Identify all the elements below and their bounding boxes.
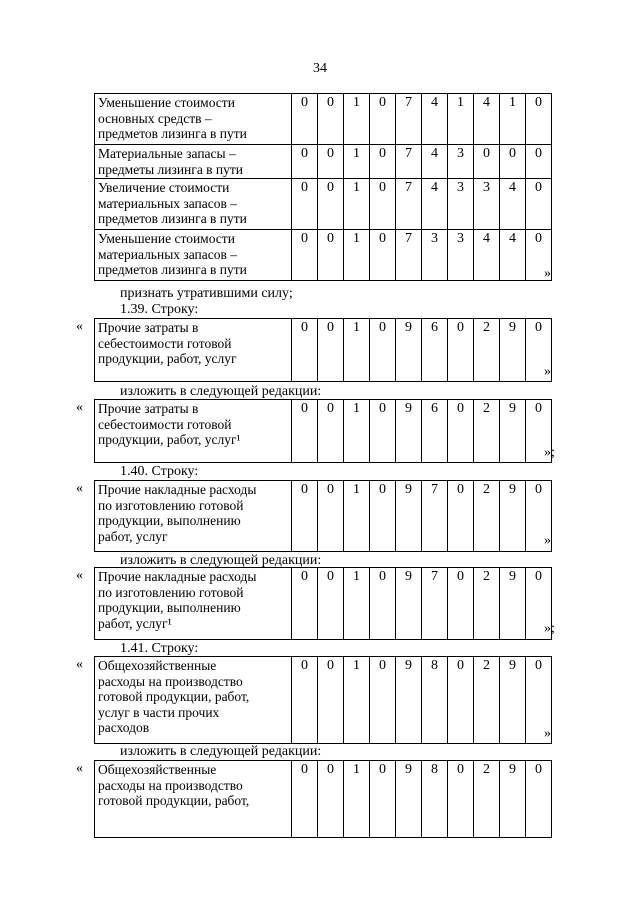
accounts-table (94, 318, 552, 382)
paragraph-line: изложить в следующей редакции: (120, 384, 322, 399)
accounts-table (94, 760, 552, 838)
code-digit: 6 (422, 400, 448, 463)
account-name (95, 230, 292, 281)
paragraph-line: признать утратившими силу; (120, 286, 293, 301)
code-digit: 0 (370, 400, 396, 463)
closing-quote: » (544, 266, 551, 281)
code-digit: 0 (526, 145, 552, 179)
paragraph-line: 1.39. Строку: (120, 302, 199, 317)
code-digit: 1 (344, 657, 370, 744)
paragraph-line: изложить в следующей редакции: (120, 744, 322, 759)
code-digit: 4 (500, 230, 526, 281)
code-digit: 1 (344, 145, 370, 179)
account-name-line: предметы лизинга в пути (98, 161, 244, 177)
code-digit: 0 (292, 657, 318, 744)
code-digit: 3 (448, 145, 474, 179)
account-name-line: предметов лизинга в пути (98, 211, 247, 226)
code-digit: 3 (448, 179, 474, 230)
account-name-line: себестоимости готовой (98, 335, 232, 351)
account-name-line: готовой продукции, работ, (98, 793, 250, 808)
code-digit: 0 (370, 94, 396, 145)
code-digit: 9 (500, 400, 526, 463)
code-digit: 0 (526, 481, 552, 552)
code-digit: 9 (500, 568, 526, 640)
table-row (95, 400, 552, 463)
account-name-line: по изготовлению готовой (98, 584, 244, 600)
accounts-table (94, 567, 552, 640)
code-digit: 9 (396, 319, 422, 382)
code-digit: 9 (396, 481, 422, 552)
code-digit: 0 (526, 657, 552, 744)
account-name-line: Увеличение стоимости (98, 180, 230, 195)
account-name-line: материальных запасов – (98, 246, 237, 262)
table-row (95, 94, 552, 145)
closing-quote: » (544, 726, 551, 741)
account-name-line: продукции, работ, услуг¹ (98, 432, 241, 447)
code-digit: 1 (344, 481, 370, 552)
code-digit: 1 (344, 94, 370, 145)
code-digit: 0 (292, 230, 318, 281)
code-digit: 0 (370, 230, 396, 281)
code-digit: 7 (396, 145, 422, 179)
code-digit: 0 (370, 657, 396, 744)
opening-quote: « (76, 568, 83, 583)
account-name (95, 568, 292, 640)
accounts-table (94, 93, 552, 281)
account-name-line: работ, услуг¹ (98, 615, 172, 631)
page-number: 34 (313, 61, 327, 76)
table-row (95, 145, 552, 179)
code-digit: 0 (448, 657, 474, 744)
paragraph-line: 1.41. Строку: (120, 641, 199, 656)
account-name-line: материальных запасов – (98, 195, 237, 211)
code-digit: 0 (526, 761, 552, 838)
accounts-table (94, 480, 552, 552)
account-name-line: предметов лизинга в пути (98, 262, 247, 277)
paragraph-line: изложить в следующей редакции: (120, 553, 322, 568)
account-name-line: Материальные запасы – (98, 146, 236, 161)
code-digit: 7 (396, 230, 422, 281)
account-name-line: предметов лизинга в пути (98, 126, 247, 141)
code-digit: 0 (370, 481, 396, 552)
code-digit: 1 (344, 319, 370, 382)
account-name-line: себестоимости готовой (98, 416, 232, 432)
account-name (95, 400, 292, 463)
account-name-line: продукции, работ, услуг (98, 351, 237, 366)
account-name-line: продукции, выполнению (98, 513, 241, 528)
account-name-line: Прочие накладные расходы (98, 482, 257, 497)
account-name-line: по изготовлению готовой (98, 497, 244, 513)
code-digit: 0 (292, 145, 318, 179)
code-digit: 0 (292, 400, 318, 463)
code-digit: 9 (396, 657, 422, 744)
account-name (95, 319, 292, 382)
account-name-line: Общехозяйственные (98, 762, 217, 777)
code-digit: 1 (344, 761, 370, 838)
code-digit: 1 (344, 400, 370, 463)
code-digit: 1 (448, 94, 474, 145)
code-digit: 2 (474, 319, 500, 382)
opening-quote: « (76, 319, 83, 334)
code-digit: 0 (448, 761, 474, 838)
code-digit: 4 (422, 179, 448, 230)
code-digit: 0 (526, 568, 552, 640)
account-name-line: основных средств – (98, 110, 212, 126)
code-digit: 9 (500, 657, 526, 744)
code-digit: 0 (526, 400, 552, 463)
account-name (95, 94, 292, 145)
code-digit: 9 (500, 481, 526, 552)
code-digit: 9 (500, 761, 526, 838)
code-digit: 0 (526, 319, 552, 382)
code-digit: 7 (422, 568, 448, 640)
account-name (95, 179, 292, 230)
code-digit: 0 (292, 94, 318, 145)
code-digit: 3 (448, 230, 474, 281)
account-name (95, 761, 292, 838)
code-digit: 0 (292, 319, 318, 382)
code-digit: 0 (448, 481, 474, 552)
account-name-line: расходы на производство (98, 673, 243, 689)
accounts-table (94, 399, 552, 463)
table-row (95, 568, 552, 640)
code-digit: 0 (448, 568, 474, 640)
code-digit: 7 (396, 94, 422, 145)
account-name-line: Прочие накладные расходы (98, 569, 257, 584)
code-digit: 0 (318, 319, 344, 382)
code-digit: 0 (448, 400, 474, 463)
opening-quote: « (76, 657, 83, 672)
code-digit: 0 (292, 481, 318, 552)
code-digit: 4 (500, 179, 526, 230)
opening-quote: « (76, 761, 83, 776)
paragraph-line: 1.40. Строку: (120, 464, 199, 479)
code-digit: 0 (370, 145, 396, 179)
code-digit: 0 (318, 481, 344, 552)
code-digit: 4 (474, 94, 500, 145)
code-digit: 9 (396, 400, 422, 463)
code-digit: 0 (448, 319, 474, 382)
account-name-line: Общехозяйственные (98, 658, 217, 673)
code-digit: 6 (422, 319, 448, 382)
code-digit: 1 (344, 179, 370, 230)
code-digit: 9 (500, 319, 526, 382)
code-digit: 0 (318, 761, 344, 838)
code-digit: 4 (474, 230, 500, 281)
code-digit: 0 (318, 230, 344, 281)
account-name-line: продукции, выполнению (98, 600, 241, 615)
account-name-line: готовой продукции, работ, (98, 689, 250, 704)
code-digit: 0 (318, 145, 344, 179)
code-digit: 0 (500, 145, 526, 179)
closing-quote: »; (544, 621, 555, 636)
code-digit: 0 (318, 657, 344, 744)
account-name-line: работ, услуг (98, 528, 168, 544)
code-digit: 0 (370, 319, 396, 382)
code-digit: 0 (474, 145, 500, 179)
code-digit: 3 (422, 230, 448, 281)
code-digit: 2 (474, 481, 500, 552)
table-row (95, 761, 552, 838)
code-digit: 9 (396, 568, 422, 640)
closing-quote: »; (544, 445, 555, 460)
code-digit: 7 (396, 179, 422, 230)
code-digit: 4 (422, 94, 448, 145)
code-digit: 4 (422, 145, 448, 179)
account-name-line: услуг в части прочих (98, 704, 220, 720)
code-digit: 9 (396, 761, 422, 838)
code-digit: 2 (474, 568, 500, 640)
account-name-line: расходы на производство (98, 777, 243, 793)
code-digit: 0 (370, 761, 396, 838)
code-digit: 0 (318, 400, 344, 463)
code-digit: 2 (474, 761, 500, 838)
code-digit: 0 (318, 179, 344, 230)
account-name (95, 145, 292, 179)
accounts-table (94, 656, 552, 744)
code-digit: 0 (318, 568, 344, 640)
code-digit: 0 (526, 94, 552, 145)
code-digit: 8 (422, 657, 448, 744)
code-digit: 2 (474, 657, 500, 744)
code-digit: 0 (370, 568, 396, 640)
closing-quote: » (544, 364, 551, 379)
table-row (95, 657, 552, 744)
code-digit: 1 (344, 230, 370, 281)
account-name (95, 481, 292, 552)
closing-quote: » (544, 533, 551, 548)
code-digit: 0 (292, 761, 318, 838)
account-name-line: Прочие затраты в (98, 401, 199, 416)
opening-quote: « (76, 481, 83, 496)
code-digit: 0 (370, 179, 396, 230)
table-row (95, 179, 552, 230)
table-row (95, 319, 552, 382)
code-digit: 0 (526, 179, 552, 230)
code-digit: 0 (526, 230, 552, 281)
code-digit: 1 (344, 568, 370, 640)
account-name-line: Уменьшение стоимости (98, 95, 235, 110)
account-name-line: расходов (98, 720, 150, 735)
code-digit: 0 (318, 94, 344, 145)
table-row (95, 481, 552, 552)
account-name-line: Уменьшение стоимости (98, 231, 235, 246)
code-digit: 0 (292, 568, 318, 640)
code-digit: 3 (474, 179, 500, 230)
table-row (95, 230, 552, 281)
code-digit: 1 (500, 94, 526, 145)
account-name (95, 657, 292, 744)
code-digit: 8 (422, 761, 448, 838)
opening-quote: « (76, 400, 83, 415)
code-digit: 2 (474, 400, 500, 463)
code-digit: 0 (292, 179, 318, 230)
account-name-line: Прочие затраты в (98, 320, 199, 335)
code-digit: 7 (422, 481, 448, 552)
